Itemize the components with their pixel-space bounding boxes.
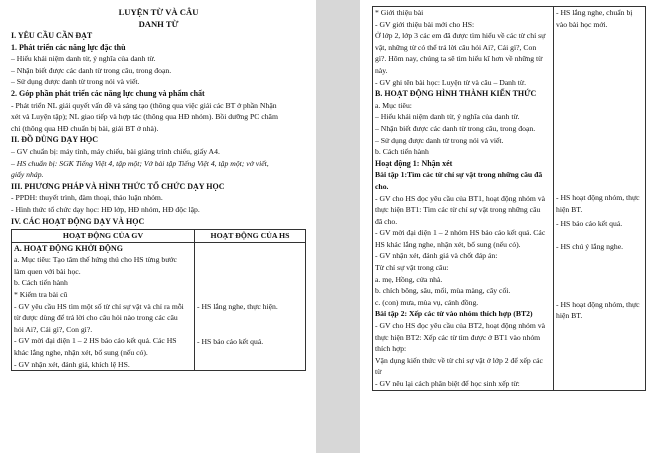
cell-line: hiện BT.	[556, 204, 583, 214]
teacher-activity-cell	[12, 242, 195, 371]
cell-line: - HS báo cáo kết quả.	[556, 219, 623, 229]
cell-line: đã cho.	[375, 216, 398, 226]
activity-a-heading: A. HOẠT ĐỘNG KHỞI ĐỘNG	[14, 243, 123, 253]
cell-line: b. Cách tiến hành	[375, 147, 429, 157]
exercise-1-heading: Bài tập 1:Tìm các từ chỉ sự vật trong những câu đã cho.	[375, 170, 543, 191]
exercise-1-line	[375, 169, 551, 192]
cell-line: khác lắng nghe, nhận xét, bổ sung (nếu có).	[14, 348, 148, 358]
cell-line: gì?. Hôm nay, chúng ta sẽ tìm hiểu kĩ hơn về những từ	[375, 54, 543, 64]
cell-line: - GV nhận xét, đánh giá, khích lệ HS.	[14, 359, 130, 369]
cell-line: thực hiện BT1: Tìm các từ chỉ sự vật trong những câu	[375, 205, 541, 215]
section-1-1-line: – Nhận biết được các danh từ trong câu, trong đoạn.	[11, 65, 172, 75]
section-3-heading: III. PHƯƠNG PHÁP VÀ HÌNH THỨC TỔ CHỨC DẠY HỌC	[11, 181, 225, 191]
teacher-activity-cell	[373, 7, 554, 391]
cell-line: - GV cho HS đọc yêu cầu của BT2, hoạt động nhóm và	[375, 321, 546, 331]
cell-line: - HS hoạt động nhóm, thực	[556, 299, 640, 309]
exercise-2-line	[375, 308, 551, 320]
cell-line: thực hiện BT2: Xếp các từ tìm được ở BT1 vào nhóm	[375, 332, 541, 342]
cell-line: - HS báo cáo kết quả.	[197, 337, 264, 347]
cell-line: – Sử dụng được danh từ trong nói và viết.	[375, 135, 504, 145]
document-page-left	[0, 0, 316, 453]
lesson-subject-title: LUYỆN TỪ VÀ CÂU	[118, 7, 199, 17]
cell-line: * Giới thiệu bài	[375, 8, 424, 17]
cell-line: - GV nhận xét, đánh giá và chốt đáp án:	[375, 251, 498, 261]
cell-line: - GV cho HS đọc yêu cầu của BT1, hoạt động nhóm và	[375, 193, 546, 203]
activities-table	[11, 229, 306, 371]
section-1-2-line: xét và Luyện tập); NL giao tiếp và hợp tác (thông qua HĐ nhóm). Bồi dưỡng PC chăm	[11, 112, 278, 122]
activity-b-heading: B. HOẠT ĐỘNG HÌNH THÀNH KIẾN THỨC	[375, 89, 537, 99]
cell-line: - GV ghi tên bài học: Luyện từ và câu – Danh từ.	[375, 77, 527, 87]
section-1-2-heading: 2. Góp phần phát triển các năng lực chung và phẩm chất	[11, 88, 205, 98]
cell-line: Ở lớp 2, lớp 3 các em đã được tìm hiểu về các từ chỉ sự	[375, 31, 546, 41]
document-page-right	[360, 0, 650, 453]
cell-line: hiện BT.	[556, 311, 583, 321]
table-row	[12, 242, 306, 371]
cell-line: a. mẹ, Hồng, cửa nhà.	[375, 274, 443, 284]
activity-1-heading: Hoạt động 1: Nhận xét	[375, 158, 453, 168]
col-student-header: HOẠT ĐỘNG CỦA HS	[195, 230, 306, 243]
section-1-1-line: – Sử dụng được danh từ trong nói và viết.	[11, 77, 140, 87]
cell-line: vật, những từ có thể trả lời câu hỏi Ai?, Cái gì?, Con	[375, 42, 537, 52]
cell-line: hỏi Ai?, Cái gì?, Con gì?.	[14, 324, 93, 334]
cell-line: từ	[375, 367, 382, 377]
cell-line: a. Mục tiêu:	[375, 100, 412, 110]
cell-line: - GV giới thiệu bài mới cho HS:	[375, 19, 475, 29]
cell-line: - GV yêu cầu HS tìm một số từ chỉ sự vật và chỉ ra mỗi	[14, 301, 184, 311]
cell-line: - GV nêu lại cách phân biệt để học sinh xếp từ:	[375, 379, 520, 388]
cell-line: - GV mời đại diện 1 – 2 HS báo cáo kết quả. Các HS	[14, 336, 177, 346]
cell-line: c. (con) mưa, mùa vụ, cánh đồng.	[375, 297, 479, 307]
section-1-1-line: – Hiểu khái niệm danh từ, ý nghĩa của danh từ.	[11, 54, 156, 64]
section-1-2-line: chỉ (thông qua HĐ chuẩn bị bài, giải BT ở nhà).	[11, 123, 159, 133]
section-4-heading: IV. CÁC HOẠT ĐỘNG DẠY VÀ HỌC	[11, 216, 145, 226]
section-1-heading: I. YÊU CẦU CẦN ĐẠT	[11, 31, 93, 40]
cell-line: a. Mục tiêu: Tạo tâm thế hứng thú cho HS từng bước	[14, 255, 177, 265]
table-header-row	[12, 230, 306, 243]
cell-line: b. Cách tiến hành	[14, 278, 68, 288]
section-2-line: – GV chuẩn bị: máy tính, máy chiếu, bài giảng trình chiếu, giấy A4.	[11, 146, 220, 156]
cell-line: làm quen với bài học.	[14, 266, 81, 276]
section-2-heading: II. ĐỒ DÙNG DẠY HỌC	[11, 135, 99, 145]
section-2-hs-line: giấy nháp.	[11, 170, 44, 180]
cell-line: * Kiểm tra bài cũ	[14, 290, 68, 300]
table-row	[373, 7, 646, 391]
section-2-hs-line: – HS chuẩn bị: SGK Tiếng Việt 4, tập một; Vở bài tập Tiếng Việt 4, tập một; vở viết,	[11, 158, 269, 168]
cell-line: Vận dụng kiến thức về từ chỉ sự vật ở lớp 2 để xếp các	[375, 355, 543, 365]
activities-table-continued	[372, 6, 646, 391]
cell-line: - HS lắng nghe, thực hiện.	[197, 301, 278, 311]
student-activity-cell	[554, 7, 646, 391]
cell-line: - HS chú ý lắng nghe.	[556, 241, 624, 251]
cell-line: – Hiểu khái niệm danh từ, ý nghĩa của danh từ.	[375, 112, 520, 122]
section-1-1-heading: 1. Phát triển các năng lực đặc thù	[11, 42, 126, 52]
cell-line: này.	[375, 65, 388, 75]
cell-line: - GV mời đại diện 1 – 2 nhóm HS báo cáo kết quả. Các	[375, 228, 546, 238]
cell-line: thích hợp:	[375, 344, 407, 354]
student-activity-cell	[195, 242, 306, 371]
cell-line: Từ chỉ sự vật trong câu:	[375, 263, 449, 273]
section-3-line: - PPDH: thuyết trình, đàm thoại, thảo luận nhóm.	[11, 193, 163, 203]
col-teacher-header: HOẠT ĐỘNG CỦA GV	[12, 230, 195, 243]
cell-line: HS khác lắng nghe, nhận xét, bổ sung (nếu có).	[375, 239, 521, 249]
exercise-2-heading: Bài tập 2: Xếp các từ vào nhóm thích hợp (BT2)	[375, 309, 533, 319]
section-3-line: - Hình thức tổ chức dạy học: HĐ lớp, HĐ nhóm, HĐ độc lập.	[11, 204, 200, 214]
cell-line: - HS hoạt động nhóm, thực	[556, 193, 640, 203]
cell-line: vào bài học mới.	[556, 19, 608, 29]
cell-line: từ được dùng để trả lời cho câu hỏi nào trong các câu	[14, 313, 178, 323]
cell-line: – Nhận biết được các danh từ trong câu, trong đoạn.	[375, 123, 536, 133]
cell-line: - HS lắng nghe, chuẩn bị	[556, 8, 633, 17]
lesson-topic-title: DANH TỪ	[138, 19, 179, 29]
cell-line: b. chích bông, sâu, mối, mùa màng, cây cối.	[375, 286, 511, 296]
section-1-2-line: - Phát triển NL giải quyết vấn đề và sáng tạo (thông qua việc giải các BT ở phần Nhận	[11, 100, 277, 110]
